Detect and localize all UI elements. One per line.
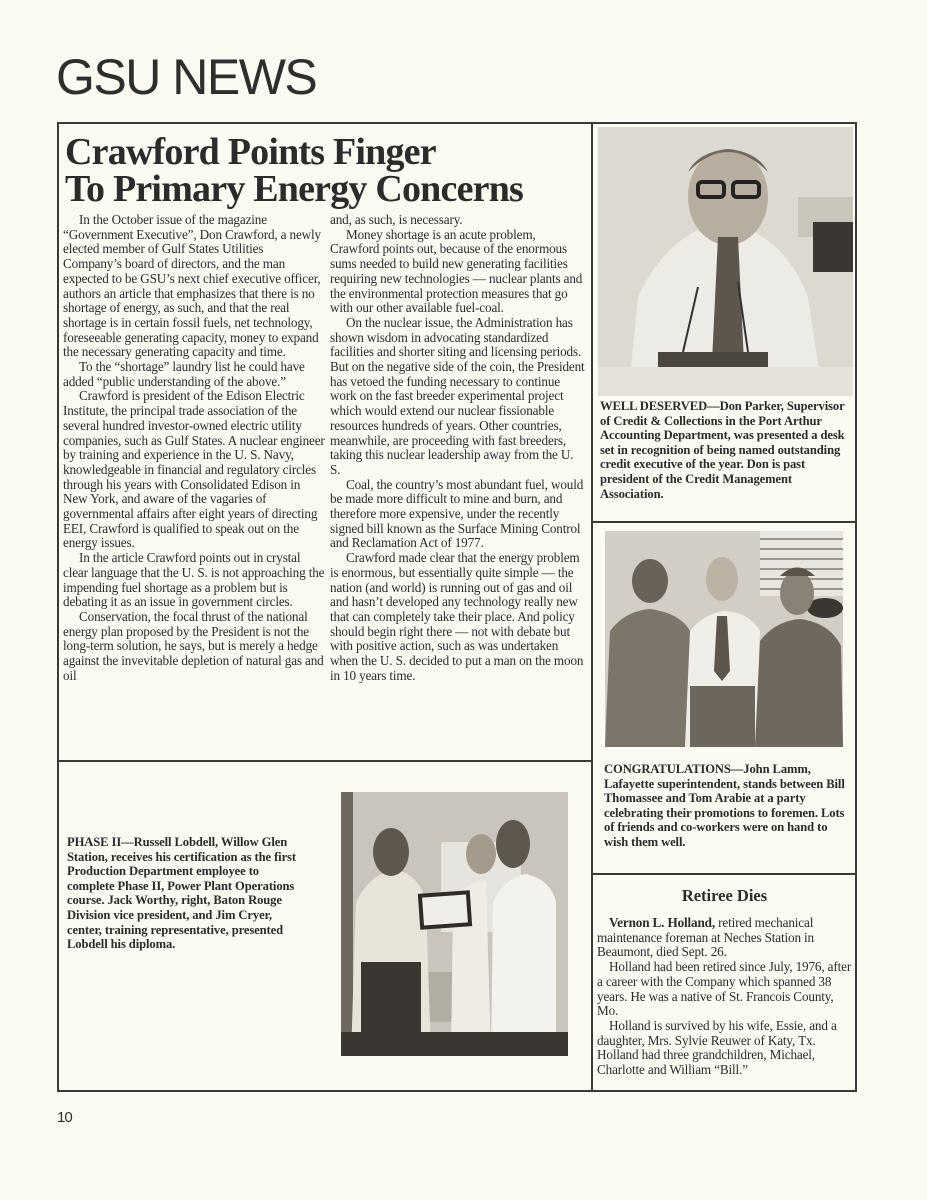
article-paragraph: In the October issue of the magazine “Government Executive”, Don Crawford, a newly elected member of Gulf States Utilities Company’s board of directors, and the man expected to be GSU’s next chief executive officer, authors an article that emphasizes that there is no shortage of energy, as such, and that the real shortage is in certain fossil fuels, net technology, foreseeable generating capacity, money to expand the necessary generating capacity and time. bbox=[63, 212, 322, 360]
divider-below-parker bbox=[591, 521, 857, 523]
article-paragraph: Conservation, the focal thrust of the national energy plan proposed by the President is not the long-term solution, he says, but is merely a hedge against the invevitable depletion of natural gas and oil bbox=[63, 608, 324, 683]
caption-phase-ii: PHASE II—Russell Lobdell, Willow Glen Station, receives his certification as the first Production Department employee to complete Phase II, Power Plant Operations course. Jack Worthy, right, Baton Rouge Division vice president, and Jim Cryer, center, training representative, presented Lobdell his diploma. bbox=[67, 835, 296, 952]
retiree-article bbox=[597, 916, 853, 1078]
divider-below-lamm bbox=[591, 873, 857, 875]
retiree-paragraph-1-text: retired mechanical maintenance foreman at Neches Station in Beaumont, died Sept. 26. bbox=[597, 915, 815, 960]
retiree-headline: Retiree Dies bbox=[681, 886, 768, 905]
caption-don-parker: WELL DESERVED—Don Parker, Supervisor of Credit & Collections in the Port Arthur Accounting Department, was presented a desk set in recognition of being named outstanding credit executive of the year. Don is past president of the Credit Management Association. bbox=[600, 399, 845, 501]
article-column-2 bbox=[330, 213, 586, 684]
article-paragraph: Crawford made clear that the energy problem is enormous, but essentially quite simple — the nation (and world) is running out of gas and oil and hasn’t developed any technology really new that can completely take their place. And policy should begin right there — not with debate but with positive action, such as was undertaken when the U. S. decided to put a man on the moon in 10 years time. bbox=[330, 550, 584, 683]
article-paragraph: Crawford is president of the Edison Electric Institute, the principal trade association of the several hundred investor-owned electric utility companies, such as Gulf States. A nuclear engineer by training and experience in the U. S. Navy, knowledgeable in financial and regulatory circles through his years with Consolidated Edison in New York, and aware of the vagaries of governmental affairs after eight years of directing EEI, Crawford is qualified to speak out on the energy issues. bbox=[63, 388, 325, 551]
article-paragraph: Money shortage is an acute problem, Crawford points out, because of the enormous sums needed to build new generating facilities requiring new technologies — nuclear plants and the environmental protection measures that go with our other available fuel-coal. bbox=[330, 226, 583, 316]
photo-placeholder-icon bbox=[341, 792, 568, 1056]
headline-line-2: To Primary Energy Concerns bbox=[65, 168, 524, 210]
retiree-name: Vernon L. Holland, bbox=[609, 915, 716, 930]
article-paragraph: On the nuclear issue, the Administration has shown wisdom in advocating standardized facilities and shorter siting and licensing periods. But on the negative side of the coin, the President has vetoed the funding necessary to continue work on the fast breeder experimental project which would extend our nuclear fissionable resources hundreds of years. Other countries, meanwhile, are proceeding with fast breeders, taking this nuclear leadership away from the U. S. bbox=[330, 314, 585, 477]
photo-phase-ii bbox=[341, 792, 568, 1056]
column-divider-right bbox=[591, 122, 593, 1092]
photo-placeholder-icon bbox=[605, 531, 843, 747]
article-column-1 bbox=[63, 213, 325, 684]
photo-don-parker bbox=[598, 127, 853, 396]
article-headline bbox=[65, 131, 585, 210]
article-paragraph: and, as such, is necessary. bbox=[330, 212, 463, 227]
photo-john-lamm bbox=[605, 531, 843, 747]
retiree-paragraph: Holland had been retired since July, 1976, after a career with the Company which spanned 38 years. He was a native of St. Francois County, Mo. bbox=[597, 959, 852, 1019]
article-paragraph: In the article Crawford points out in crystal clear language that the U. S. is not approaching the impending fuel shortage as a problem but is debating it as an issue in government circles. bbox=[63, 550, 325, 610]
page-number: 10 bbox=[57, 1109, 72, 1126]
retiree-paragraph: Holland is survived by his wife, Essie, and a daughter, Mrs. Sylvie Reuwer of Katy, Tx. Holland had three grandchildren, Michael, Charlotte and William “Bill.” bbox=[597, 1017, 837, 1078]
article-paragraph: Coal, the country’s most abundant fuel, would be made more difficult to mine and burn, and therefore more expensive, under the recently signed bill known as the Surface Mining Control and Reclamation Act of 1977. bbox=[330, 476, 584, 551]
caption-john-lamm: CONGRATULATIONS—John Lamm, Lafayette superintendent, stands between Bill Thomassee and Tom Arabie at a party celebrating their promotions to foremen. Lots of friends and co-workers were on hand to wish them well. bbox=[604, 762, 845, 849]
article-paragraph: To the “shortage” laundry list he could have added “public understanding of the above.” bbox=[63, 359, 305, 389]
photo-placeholder-icon bbox=[598, 127, 853, 396]
divider-below-article bbox=[57, 760, 592, 762]
headline-line-1: Crawford Points Finger bbox=[65, 131, 436, 173]
masthead-title: GSU NEWS bbox=[56, 49, 317, 105]
retiree-paragraph bbox=[597, 916, 853, 960]
